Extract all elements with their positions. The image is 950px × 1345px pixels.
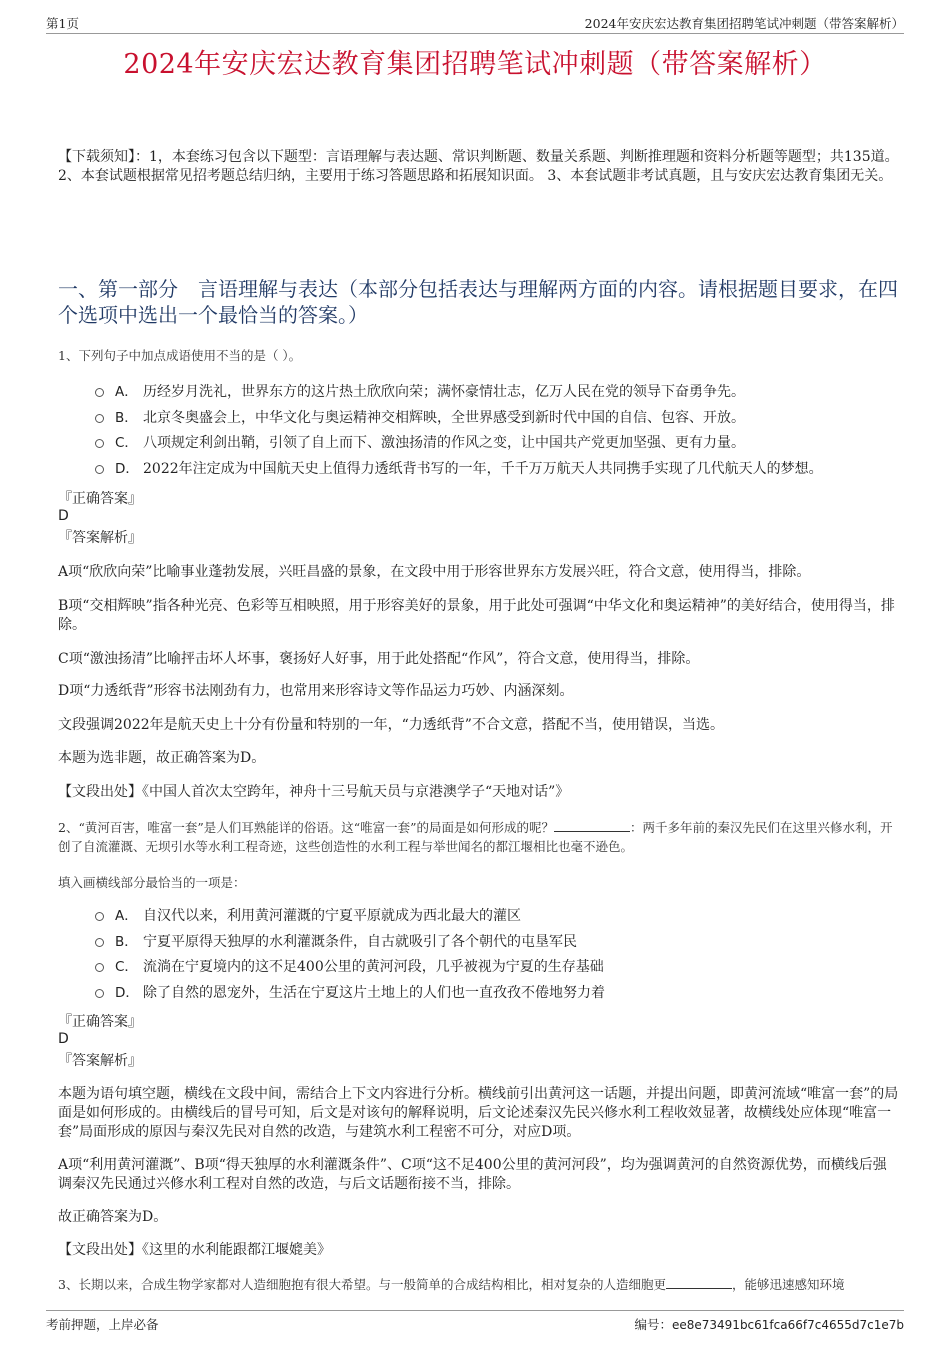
option-d[interactable]: D． 除了自然的恩宠外，生活在宁夏这片土地上的人们也一直孜孜不倦地努力着: [95, 983, 905, 1009]
radio-button[interactable]: [95, 439, 104, 448]
analysis-label: 『答案解析』: [58, 530, 142, 546]
option-b[interactable]: B． 宁夏平原得天独厚的水利灌溉条件，自古就吸引了各个朝代的屯垦军民: [95, 932, 905, 958]
question-2-prompt: 填入画横线部分最恰当的一项是：: [58, 875, 246, 890]
radio-button[interactable]: [95, 912, 104, 921]
analysis-paragraph: D项“力透纸背”形容书法刚劲有力，也常用来形容诗文等作品运力巧妙、内涵深刻。: [58, 683, 574, 699]
radio-button[interactable]: [95, 388, 104, 397]
radio-button[interactable]: [95, 414, 104, 423]
analysis-paragraph: 本题为选非题，故正确答案为D。: [58, 750, 266, 766]
option-a[interactable]: A． 自汉代以来，利用黄河灌溉的宁夏平原就成为西北最大的灌区: [95, 906, 905, 932]
document-code: 编号：ee8e73491bc61fca66f7c4655d7c1e7b: [634, 1317, 904, 1332]
fill-blank: [666, 1275, 732, 1289]
analysis-label: 『答案解析』: [58, 1053, 142, 1069]
question-1-stem: 1、下列句子中加点成语使用不当的是（ ）。: [58, 348, 302, 363]
footer-slogan: 考前押题，上岸必备: [46, 1317, 159, 1332]
correct-answer-label: 『正确答案』: [58, 1014, 142, 1030]
correct-answer-label: 『正确答案』: [58, 491, 142, 507]
section-title: 一、第一部分 言语理解与表达（本部分包括表达与理解两方面的内容。请根据题目要求，在四个选项中选出一个最恰当的答案。）: [58, 277, 898, 327]
source-citation: 【文段出处】《这里的水利能跟都江堰媲美》: [58, 1242, 331, 1258]
question-1-options: [95, 382, 905, 484]
radio-button[interactable]: [95, 989, 104, 998]
question-3-stem: 3、长期以来，合成生物学家都对人造细胞抱有很大希望。与一般简单的合成结构相比，相对复杂的人造细胞更 ，能够迅速感知环境: [58, 1277, 845, 1292]
fill-blank: [554, 818, 630, 832]
analysis-paragraph: 文段强调2022年是航天史上十分有份量和特别的一年，“力透纸背”不合文意，搭配不当，使用错误，当选。: [58, 717, 724, 733]
option-c[interactable]: C． 流淌在宁夏境内的这不足400公里的黄河河段，几乎被视为宁夏的生存基础: [95, 957, 905, 983]
analysis-paragraph: A项“利用黄河灌溉”、B项“得天独厚的水利灌溉条件”、C项“这不足400公里的黄河河段”，均为强调黄河的自然资源优势，而横线后强调秦汉先民通过兴修水利工程对自然的改造，与后文话题衔接不当，排除。: [58, 1157, 887, 1192]
option-c[interactable]: C． 八项规定利剑出鞘，引领了自上而下、激浊扬清的作风之变，让中国共产党更加坚强、更有力量。: [95, 433, 905, 459]
analysis-paragraph: A项“欣欣向荣”比喻事业蓬勃发展，兴旺昌盛的景象，在文段中用于形容世界东方发展兴旺，符合文意，使用得当，排除。: [58, 564, 811, 580]
analysis-paragraph: 故正确答案为D。: [58, 1209, 168, 1225]
header-doc-title: 2024年安庆宏达教育集团招聘笔试冲刺题（带答案解析）: [584, 16, 904, 31]
analysis-paragraph: C项“激浊扬清”比喻抨击坏人坏事，褒扬好人好事，用于此处搭配“作风”，符合文意，使用得当，排除。: [58, 651, 700, 667]
option-a[interactable]: A． 历经岁月洗礼，世界东方的这片热土欣欣向荣；满怀豪情壮志，亿万人民在党的领导下奋勇争先。: [95, 382, 905, 408]
download-notice: 【下载须知】：1，本套练习包含以下题型：言语理解与表达题、常识判断题、数量关系题、判断推理题和资料分析题等题型；共135道。 2、本套试题根据常见招考题总结归纳，主要用于练习答题思路和拓展知识面。 3、本套试题非考试真题，且与安庆宏达教育集团无关。: [58, 149, 899, 184]
radio-button[interactable]: [95, 963, 104, 972]
analysis-paragraph: B项“交相辉映”指各种光亮、色彩等互相映照，用于形容美好的景象，用于此处可强调“中华文化和奥运精神”的美好结合，使用得当，排除。: [58, 598, 895, 633]
question-2-stem: 2、“黄河百害，唯富一套”是人们耳熟能详的俗语。这“唯富一套”的局面是如何形成的呢？ ：两千多年前的秦汉先民们在这里兴修水利，开创了自流灌溉、无坝引水等水利工程奇迹，这些创造性的水利工程与举世闻名的都江堰相比也毫不逊色。: [58, 820, 893, 854]
option-b[interactable]: B． 北京冬奥盛会上，中华文化与奥运精神交相辉映，全世界感受到新时代中国的自信、包容、开放。: [95, 408, 905, 434]
page-number: 第1页: [46, 16, 79, 31]
radio-button[interactable]: [95, 465, 104, 474]
option-d[interactable]: D． 2022年注定成为中国航天史上值得力透纸背书写的一年，千千万万航天人共同携手实现了几代航天人的梦想。: [95, 459, 905, 485]
page-footer: [46, 1310, 904, 1335]
document-title: 2024年安庆宏达教育集团招聘笔试冲刺题（带答案解析）: [123, 49, 827, 80]
correct-answer: D: [58, 1031, 69, 1047]
radio-button[interactable]: [95, 938, 104, 947]
correct-answer: D: [58, 508, 69, 524]
source-citation: 【文段出处】《中国人首次太空跨年，神舟十三号航天员与京港澳学子“天地对话”》: [58, 784, 570, 800]
analysis-paragraph: 本题为语句填空题，横线在文段中间，需结合上下文内容进行分析。横线前引出黄河这一话题，并提出问题，即黄河流域“唯富一套”的局面是如何形成的。由横线后的冒号可知，后文是对该句的解释说明，后文论述秦汉先民兴修水利工程收效显著，故横线处应体现“唯富一套”局面形成的原因与秦汉先民对自然的改造，与建筑水利工程密不可分，对应D项。: [58, 1086, 899, 1140]
question-2-options: [95, 906, 905, 1008]
page-header: [46, 14, 904, 34]
